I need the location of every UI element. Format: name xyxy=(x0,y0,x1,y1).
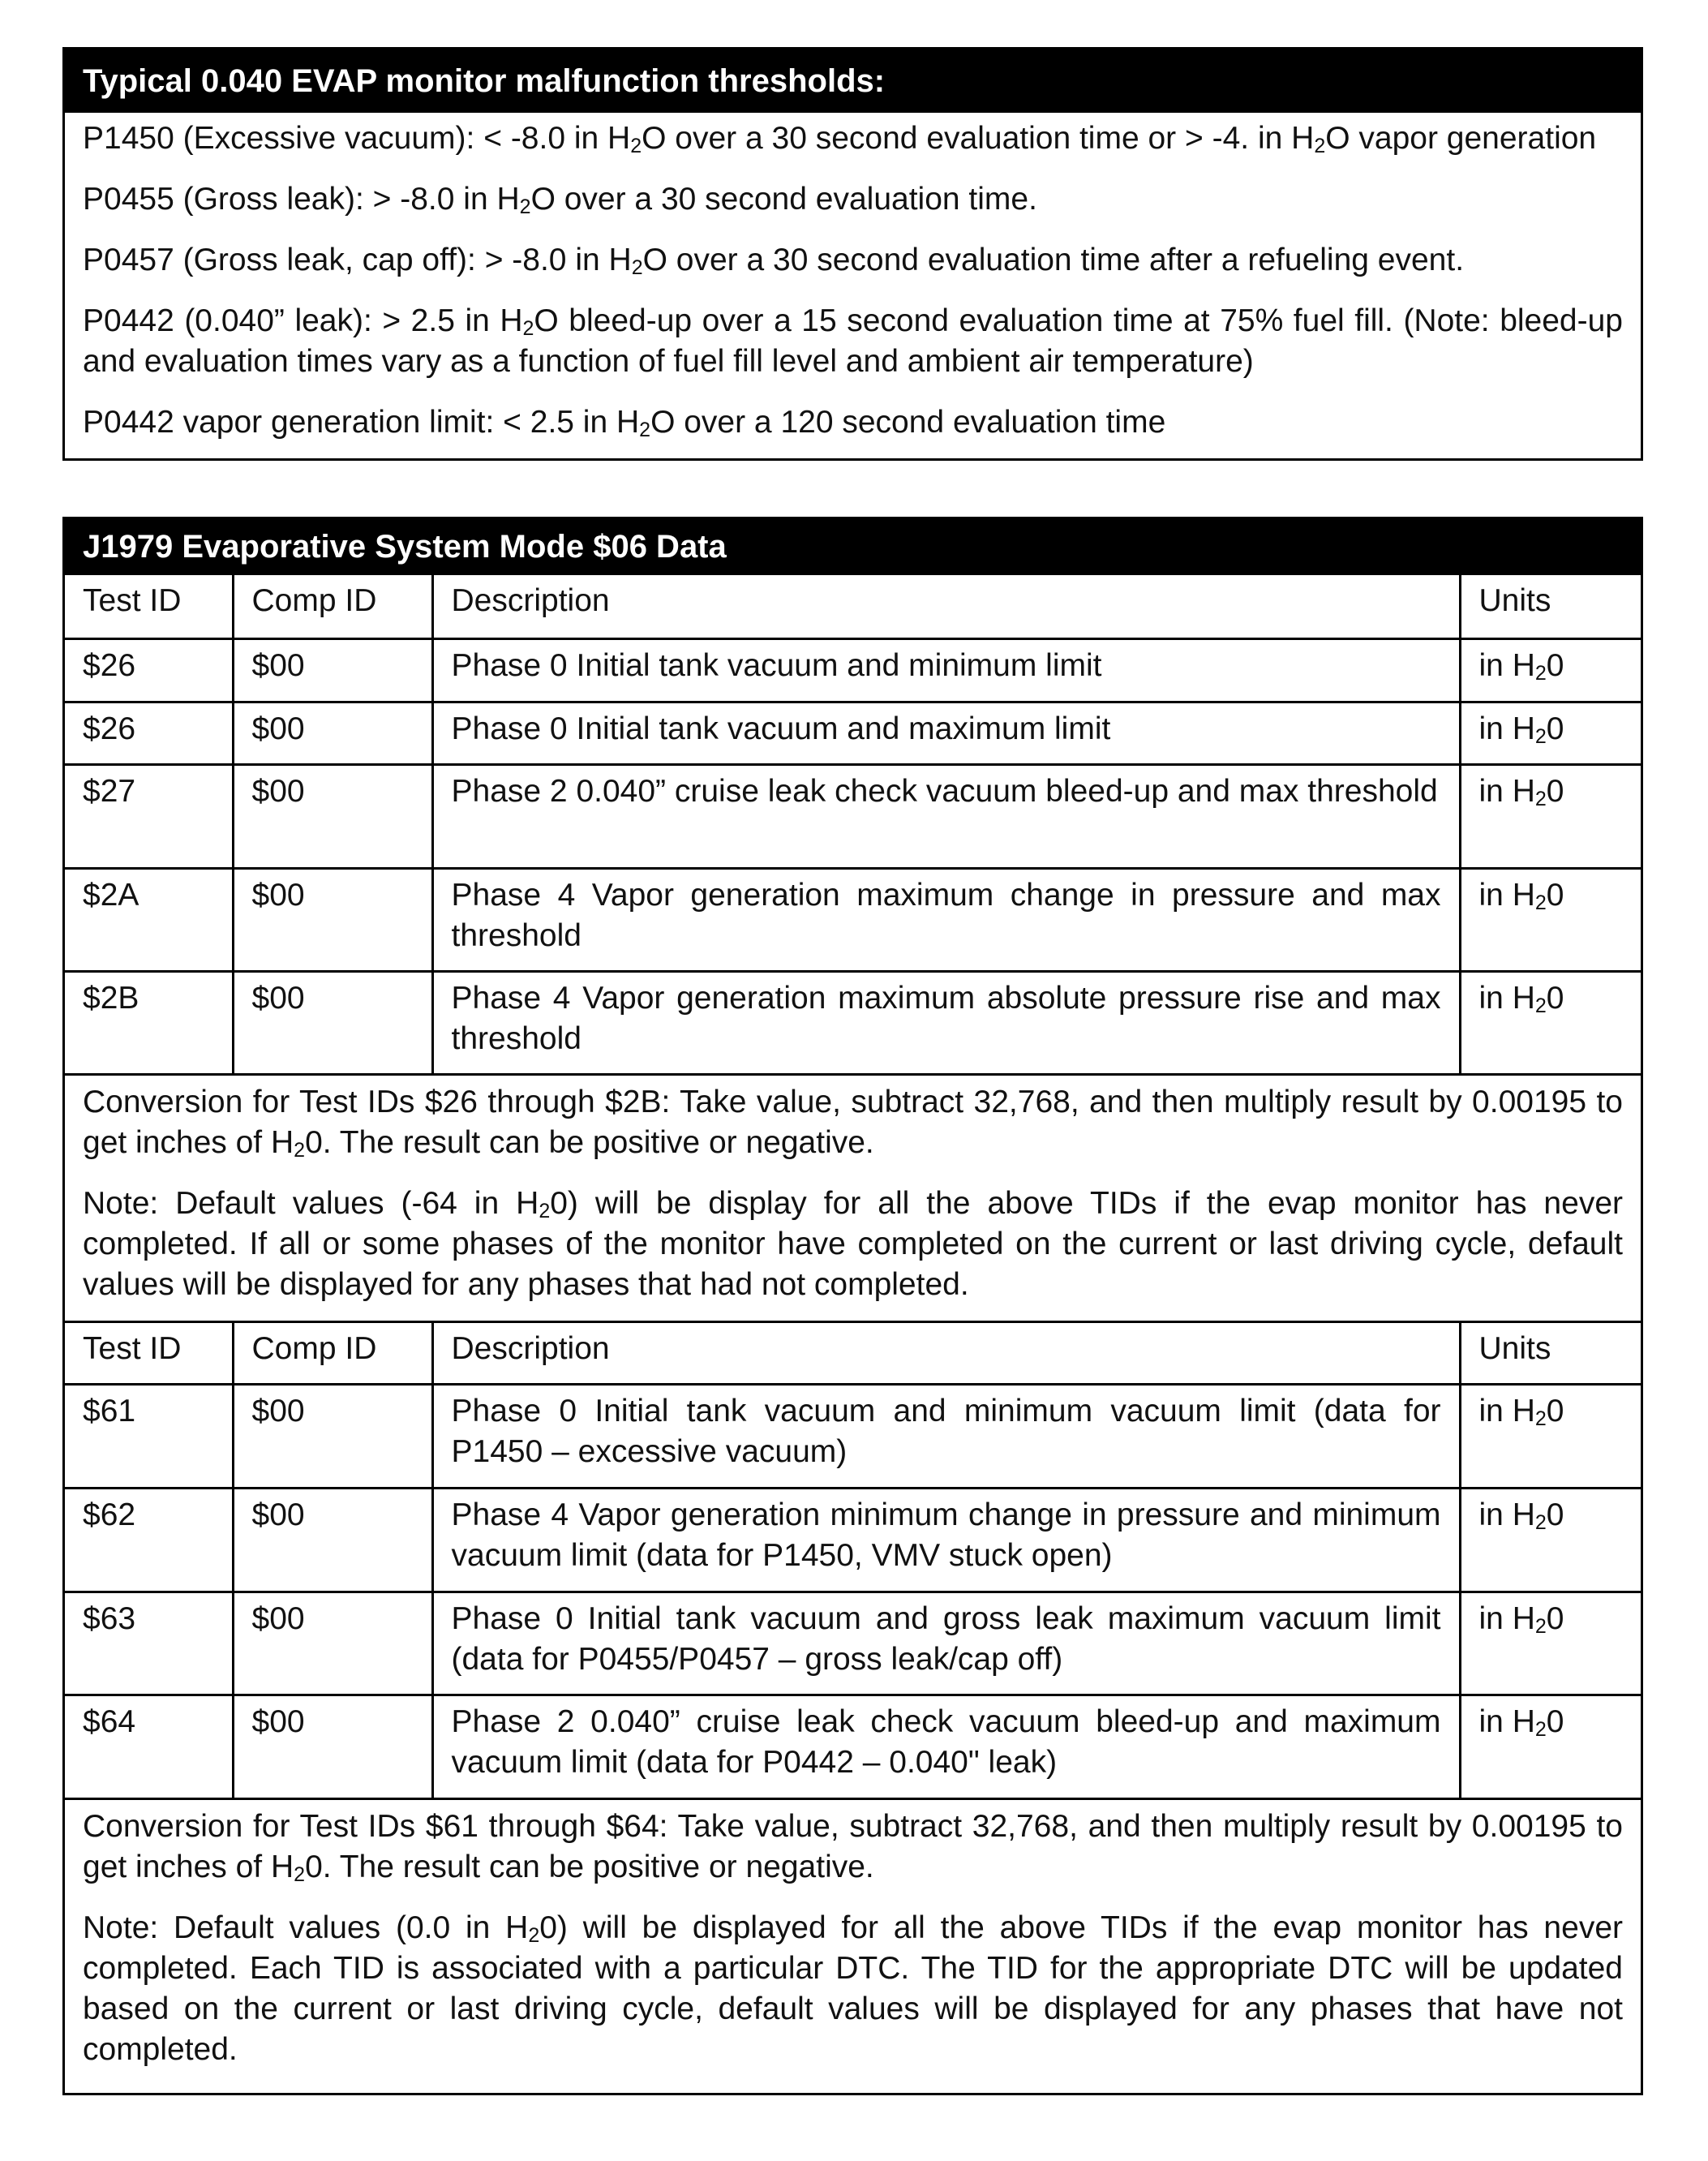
units-cell: in $H_20$ xyxy=(1460,1592,1641,1695)
col-header-description: Description xyxy=(432,1321,1460,1384)
description-cell: Phase 4 Vapor generation maximum change in pressure and max threshold xyxy=(432,868,1460,971)
notes-row xyxy=(65,1074,1641,1321)
threshold-p1450: P1450 (Excessive vacuum): < -8.0 in $H_2O$ over a 30 second evaluation time or > -4. in $H_2O$ vapor generation xyxy=(83,121,1597,157)
description-cell: Phase 0 Initial tank vacuum and minimum limit xyxy=(432,638,1460,702)
description-cell: Phase 2 0.040” cruise leak check vacuum bleed-up and maximum vacuum limit (data for P0442 – 0.040" leak) xyxy=(432,1695,1460,1798)
table-row xyxy=(65,702,1641,764)
col-header-units: Units xyxy=(1460,575,1641,638)
test-id-cell: $27 xyxy=(65,764,233,868)
col-header-units: Units xyxy=(1460,1321,1641,1384)
col-header-comp-id: Comp ID xyxy=(233,575,432,638)
notes-row xyxy=(65,1798,1641,2084)
mode06-title: J1979 Evaporative System Mode $06 Data xyxy=(65,519,1641,575)
test-id-cell: $63 xyxy=(65,1592,233,1695)
comp-id-cell: $00 xyxy=(233,1695,432,1798)
comp-id-cell: $00 xyxy=(233,764,432,868)
comp-id-cell: $00 xyxy=(233,971,432,1074)
mode06-box xyxy=(62,517,1643,2095)
comp-id-cell: $00 xyxy=(233,868,432,971)
units-cell: in $H_20$ xyxy=(1460,702,1641,764)
table-row xyxy=(65,868,1641,971)
units-cell: in $H_20$ xyxy=(1460,971,1641,1074)
test-id-cell: $26 xyxy=(65,638,233,702)
table-row xyxy=(65,1695,1641,1798)
thresholds-title: Typical 0.040 EVAP monitor malfunction thresholds: xyxy=(65,49,1641,113)
table-row xyxy=(65,764,1641,868)
threshold-p0442-vapor: P0442 vapor generation limit: < 2.5 in $H_2O$ over a 120 second evaluation time xyxy=(83,405,1166,441)
table-row xyxy=(65,1488,1641,1592)
units-cell: in $H_20$ xyxy=(1460,1695,1641,1798)
units-cell: in $H_20$ xyxy=(1460,1384,1641,1488)
threshold-p0457: P0457 (Gross leak, cap off): > -8.0 in $H_2O$ over a 30 second evaluation time after a refueling event. xyxy=(83,243,1465,279)
table-header-row xyxy=(65,575,1641,638)
comp-id-cell: $00 xyxy=(233,702,432,764)
description-cell: Phase 2 0.040” cruise leak check vacuum bleed-up and max threshold xyxy=(432,764,1460,868)
col-header-comp-id: Comp ID xyxy=(233,1321,432,1384)
units-cell: in $H_20$ xyxy=(1460,1488,1641,1592)
comp-id-cell: $00 xyxy=(233,638,432,702)
threshold-p0442: P0442 (0.040” leak): > 2.5 in $H_2O$ bleed-up over a 15 second evaluation time at 75% fuel fill. (Note: bleed-up and evaluation times vary as a function of fuel fill level and ambient air temperature) xyxy=(83,303,1623,379)
comp-id-cell: $00 xyxy=(233,1384,432,1488)
conversion-note-cell xyxy=(65,1074,1641,1321)
description-cell: Phase 4 Vapor generation maximum absolute pressure rise and max threshold xyxy=(432,971,1460,1074)
units-cell: in $H_20$ xyxy=(1460,638,1641,702)
table-row xyxy=(65,1384,1641,1488)
test-id-cell: $2B xyxy=(65,971,233,1074)
description-cell: Phase 0 Initial tank vacuum and gross leak maximum vacuum limit (data for P0455/P0457 – gross leak/cap off) xyxy=(432,1592,1460,1695)
test-id-cell: $61 xyxy=(65,1384,233,1488)
table-header-row xyxy=(65,1321,1641,1384)
thresholds-box xyxy=(62,47,1643,461)
threshold-p0455: P0455 (Gross leak): > -8.0 in $H_2O$ over a 30 second evaluation time. xyxy=(83,182,1037,218)
comp-id-cell: $00 xyxy=(233,1488,432,1592)
comp-id-cell: $00 xyxy=(233,1592,432,1695)
conversion-text: Conversion for Test IDs $26 through $2B: Take value, subtract 32,768, and then multiply result by 0.00195 to get inches of $H_20$. The result can be positive or negative. xyxy=(83,1084,1623,1162)
col-header-test-id: Test ID xyxy=(83,583,182,618)
units-cell: in $H_20$ xyxy=(1460,868,1641,971)
table-row xyxy=(65,638,1641,702)
test-id-cell: $62 xyxy=(65,1488,233,1592)
default-values-note: Note: Default values (-64 in $H_20$) will be display for all the above TIDs if the evap monitor has never completed. If all or some phases of the monitor have completed on the current or last driving cycle, default values will be displayed for any phases that had not completed. xyxy=(83,1185,1623,1302)
col-header-description: Description xyxy=(432,575,1460,638)
units-cell: in $H_20$ xyxy=(1460,764,1641,868)
table-row xyxy=(65,971,1641,1074)
col-header-test-id: Test ID xyxy=(65,1321,233,1384)
test-id-cell: $2A xyxy=(65,868,233,971)
conversion-note-cell xyxy=(65,1798,1641,2084)
table-row xyxy=(65,1592,1641,1695)
test-id-cell: $64 xyxy=(65,1695,233,1798)
description-cell: Phase 4 Vapor generation minimum change in pressure and minimum vacuum limit (data for P1450, VMV stuck open) xyxy=(432,1488,1460,1592)
description-cell: Phase 0 Initial tank vacuum and maximum limit xyxy=(432,702,1460,764)
conversion-text: Conversion for Test IDs $61 through $64: Take value, subtract 32,768, and then multiply result by 0.00195 to get inches of $H_20$. The result can be positive or negative. xyxy=(83,1808,1623,1886)
description-cell: Phase 0 Initial tank vacuum and minimum vacuum limit (data for P1450 – excessive vacuum) xyxy=(432,1384,1460,1488)
test-id-cell: $26 xyxy=(65,702,233,764)
default-values-note: Note: Default values (0.0 in $H_20$) will be displayed for all the above TIDs if the evap monitor has never completed. Each TID is associated with a particular DTC. The TID for the appropriate DTC will be updated based on the current or last driving cycle, default values will be displayed for any phases that have not completed. xyxy=(83,1910,1623,2067)
mode06-table xyxy=(65,575,1641,2084)
